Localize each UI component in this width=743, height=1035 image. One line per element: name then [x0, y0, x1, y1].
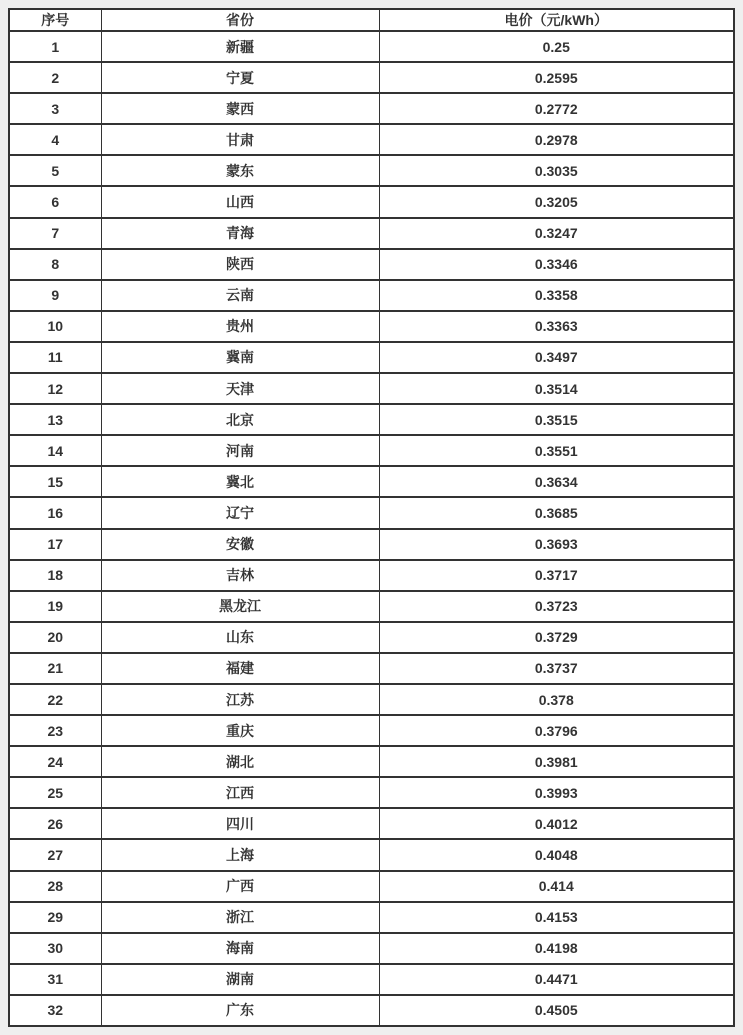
- cell-index: 29: [9, 902, 101, 933]
- table-row: [9, 715, 734, 746]
- cell-price: 0.2595: [379, 62, 734, 93]
- cell-index: 11: [9, 342, 101, 373]
- cell-index: 19: [9, 591, 101, 622]
- cell-province: 安徽: [101, 529, 379, 560]
- table-row: [9, 342, 734, 373]
- cell-province: 蒙西: [101, 93, 379, 124]
- cell-price: 0.3796: [379, 715, 734, 746]
- cell-price: 0.4153: [379, 902, 734, 933]
- table-row: [9, 560, 734, 591]
- cell-province: 重庆: [101, 715, 379, 746]
- cell-province: 海南: [101, 933, 379, 964]
- cell-price: 0.3346: [379, 249, 734, 280]
- cell-province: 辽宁: [101, 497, 379, 528]
- cell-price: 0.3035: [379, 155, 734, 186]
- table-row: [9, 186, 734, 217]
- cell-province: 山西: [101, 186, 379, 217]
- cell-price: 0.4471: [379, 964, 734, 995]
- cell-price: 0.3205: [379, 186, 734, 217]
- table-row: [9, 839, 734, 870]
- cell-price: 0.25: [379, 31, 734, 62]
- table-row: [9, 62, 734, 93]
- cell-price: 0.3685: [379, 497, 734, 528]
- table-row: [9, 653, 734, 684]
- cell-price: 0.3981: [379, 746, 734, 777]
- cell-price: 0.414: [379, 871, 734, 902]
- cell-province: 江苏: [101, 684, 379, 715]
- cell-index: 30: [9, 933, 101, 964]
- cell-index: 20: [9, 622, 101, 653]
- cell-index: 5: [9, 155, 101, 186]
- cell-index: 21: [9, 653, 101, 684]
- cell-province: 江西: [101, 777, 379, 808]
- cell-province: 陕西: [101, 249, 379, 280]
- cell-province: 甘肃: [101, 124, 379, 155]
- cell-index: 27: [9, 839, 101, 870]
- cell-index: 26: [9, 808, 101, 839]
- cell-index: 17: [9, 529, 101, 560]
- table-body: [9, 31, 734, 1026]
- cell-province: 浙江: [101, 902, 379, 933]
- header-row: [9, 9, 734, 31]
- table-row: [9, 995, 734, 1026]
- cell-index: 28: [9, 871, 101, 902]
- table-row: [9, 808, 734, 839]
- table-row: [9, 280, 734, 311]
- cell-index: 4: [9, 124, 101, 155]
- cell-index: 14: [9, 435, 101, 466]
- cell-province: 黑龙江: [101, 591, 379, 622]
- cell-price: 0.3247: [379, 218, 734, 249]
- cell-index: 23: [9, 715, 101, 746]
- table-row: [9, 311, 734, 342]
- cell-index: 12: [9, 373, 101, 404]
- cell-price: 0.3723: [379, 591, 734, 622]
- cell-index: 10: [9, 311, 101, 342]
- cell-province: 蒙东: [101, 155, 379, 186]
- cell-index: 1: [9, 31, 101, 62]
- cell-province: 冀北: [101, 466, 379, 497]
- cell-price: 0.4505: [379, 995, 734, 1026]
- cell-price: 0.3993: [379, 777, 734, 808]
- cell-province: 河南: [101, 435, 379, 466]
- cell-index: 22: [9, 684, 101, 715]
- cell-price: 0.3358: [379, 280, 734, 311]
- cell-province: 天津: [101, 373, 379, 404]
- electricity-price-table: [8, 8, 735, 1027]
- table-row: [9, 155, 734, 186]
- cell-price: 0.3737: [379, 653, 734, 684]
- cell-price: 0.3515: [379, 404, 734, 435]
- cell-index: 24: [9, 746, 101, 777]
- cell-index: 16: [9, 497, 101, 528]
- cell-province: 广西: [101, 871, 379, 902]
- cell-province: 云南: [101, 280, 379, 311]
- cell-price: 0.3717: [379, 560, 734, 591]
- table-row: [9, 124, 734, 155]
- table-row: [9, 435, 734, 466]
- table-row: [9, 529, 734, 560]
- table-row: [9, 591, 734, 622]
- cell-province: 宁夏: [101, 62, 379, 93]
- cell-province: 广东: [101, 995, 379, 1026]
- cell-index: 32: [9, 995, 101, 1026]
- cell-index: 13: [9, 404, 101, 435]
- cell-price: 0.3693: [379, 529, 734, 560]
- cell-province: 新疆: [101, 31, 379, 62]
- cell-province: 吉林: [101, 560, 379, 591]
- cell-price: 0.3634: [379, 466, 734, 497]
- table-row: [9, 249, 734, 280]
- cell-province: 福建: [101, 653, 379, 684]
- col-header-price: 电价（元/kWh）: [379, 9, 734, 31]
- table-row: [9, 777, 734, 808]
- table-row: [9, 31, 734, 62]
- col-header-province: 省份: [101, 9, 379, 31]
- table-row: [9, 622, 734, 653]
- table-row: [9, 964, 734, 995]
- cell-price: 0.4012: [379, 808, 734, 839]
- cell-price: 0.2772: [379, 93, 734, 124]
- cell-index: 31: [9, 964, 101, 995]
- cell-index: 18: [9, 560, 101, 591]
- cell-price: 0.3363: [379, 311, 734, 342]
- table-row: [9, 684, 734, 715]
- cell-province: 四川: [101, 808, 379, 839]
- cell-index: 25: [9, 777, 101, 808]
- table-row: [9, 404, 734, 435]
- cell-province: 青海: [101, 218, 379, 249]
- cell-price: 0.4198: [379, 933, 734, 964]
- table-row: [9, 871, 734, 902]
- cell-index: 3: [9, 93, 101, 124]
- cell-province: 湖南: [101, 964, 379, 995]
- cell-price: 0.4048: [379, 839, 734, 870]
- cell-price: 0.2978: [379, 124, 734, 155]
- col-header-index: 序号: [9, 9, 101, 31]
- cell-province: 贵州: [101, 311, 379, 342]
- table-row: [9, 497, 734, 528]
- cell-province: 山东: [101, 622, 379, 653]
- cell-province: 上海: [101, 839, 379, 870]
- cell-price: 0.3497: [379, 342, 734, 373]
- cell-province: 冀南: [101, 342, 379, 373]
- cell-price: 0.3514: [379, 373, 734, 404]
- table-row: [9, 902, 734, 933]
- cell-price: 0.3729: [379, 622, 734, 653]
- table-header: [9, 9, 734, 31]
- cell-index: 2: [9, 62, 101, 93]
- table-row: [9, 933, 734, 964]
- table-row: [9, 373, 734, 404]
- cell-province: 北京: [101, 404, 379, 435]
- table-row: [9, 466, 734, 497]
- cell-price: 0.378: [379, 684, 734, 715]
- cell-index: 6: [9, 186, 101, 217]
- table-row: [9, 746, 734, 777]
- cell-province: 湖北: [101, 746, 379, 777]
- table-row: [9, 218, 734, 249]
- cell-index: 15: [9, 466, 101, 497]
- cell-index: 7: [9, 218, 101, 249]
- cell-index: 8: [9, 249, 101, 280]
- table-row: [9, 93, 734, 124]
- cell-index: 9: [9, 280, 101, 311]
- cell-price: 0.3551: [379, 435, 734, 466]
